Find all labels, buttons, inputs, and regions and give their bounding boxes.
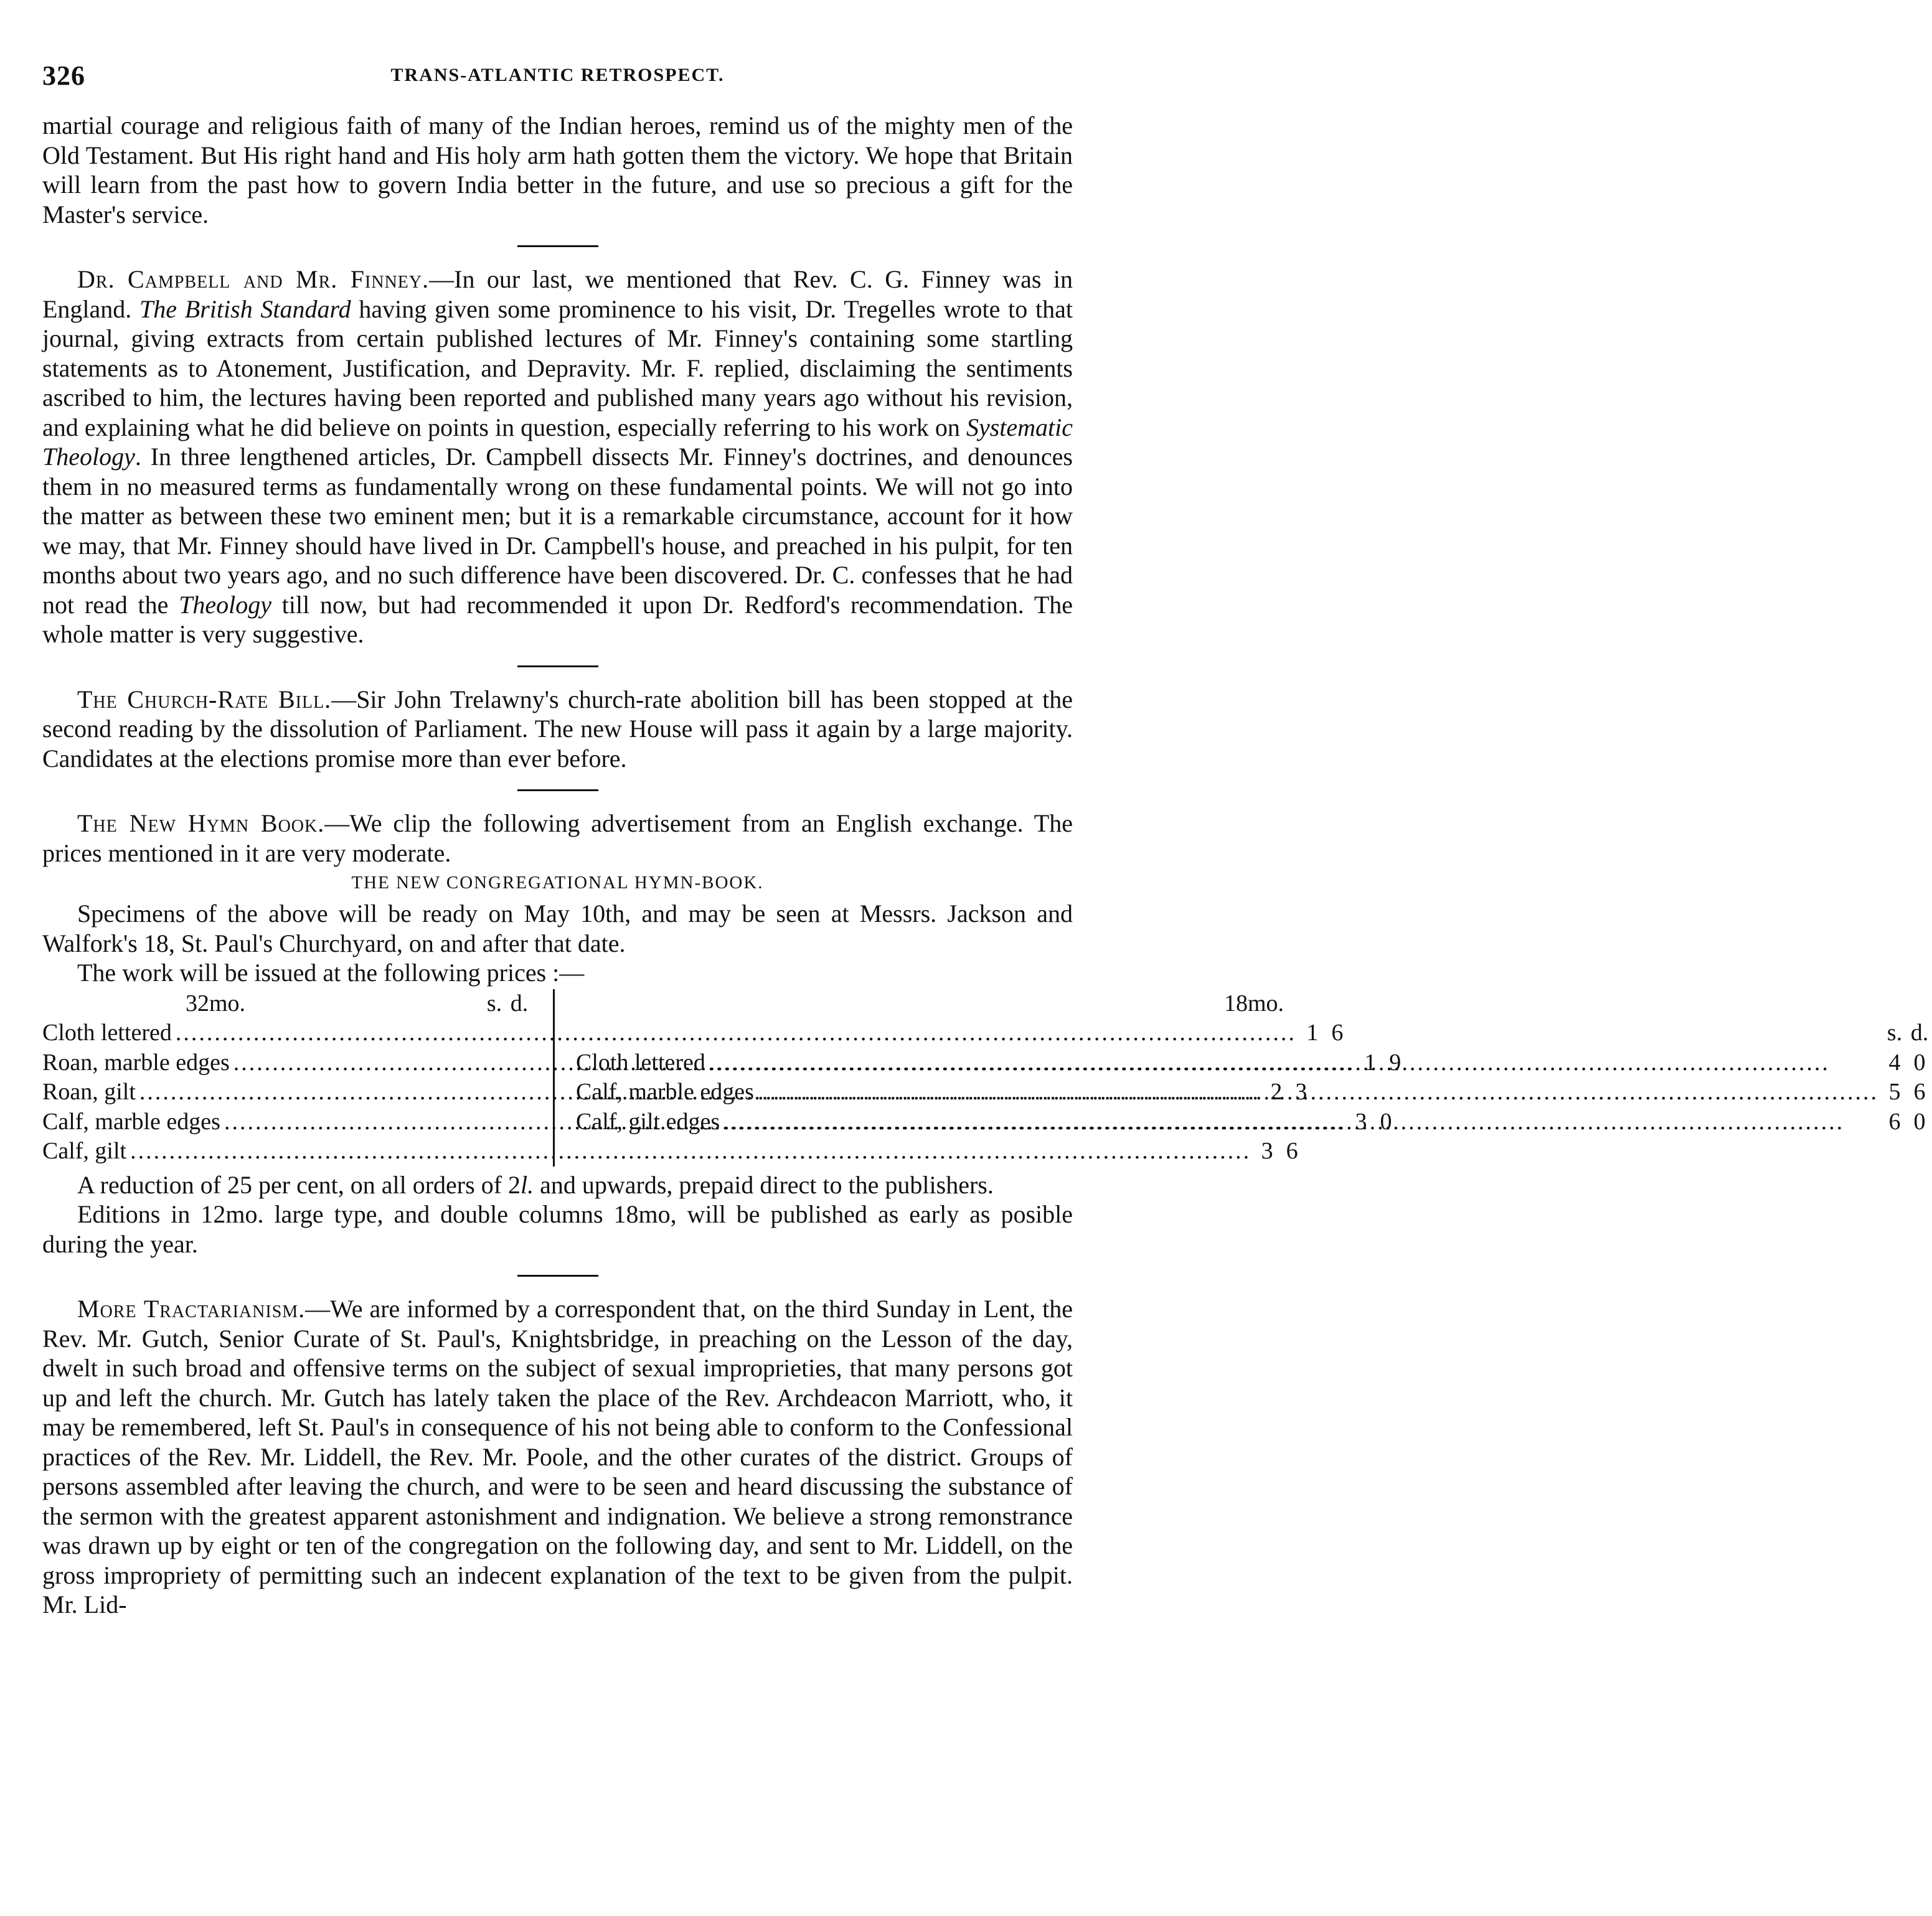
advertisement-heading: THE NEW CONGREGATIONAL HYMN-BOOK.: [351, 873, 764, 893]
section-lead: More Tractarianism.: [77, 1295, 306, 1323]
italic-title: Theology: [179, 590, 272, 619]
price-shillings: 1: [1364, 1049, 1377, 1076]
paragraph-text: A reduction of 25 per cent, on all orders of 2: [77, 1170, 521, 1199]
binding-name: Calf, gilt edges: [576, 1108, 720, 1135]
section-divider: [517, 1275, 598, 1277]
pence-label: d.: [1910, 1020, 1929, 1046]
section-lead: The Church-Rate Bill.: [77, 685, 332, 713]
page: [42, 60, 1929, 1620]
price-shillings: 1: [1306, 1020, 1319, 1046]
dot-leader: [709, 1048, 1878, 1078]
price-shillings: 2: [1270, 1079, 1283, 1105]
binding-name: Calf, marble edges: [42, 1108, 220, 1135]
paragraph-text: —We are informed by a correspondent that, on the third Sunday in Lent, the Rev. Mr. Gutch, Senior Curate of St. Paul's, Knightsbridge, in preaching on the Lesson of the day, dwelt in such broad and offensive terms on the subject of sexual improprieties, that many persons got up and left the church. Mr. Gutch has lately taken the place of the Rev. Archdeacon Marriott, who, it may be remembered, left St. Paul's in consequence of his not being able to conform to the Confessional practices of the Rev. Mr. Liddell, the Rev. Mr. Poole, and the other curates of the district. Groups of persons assembled after leaving the church, and were to be seen and heard discussing the substance of the sermon with the greatest apparent astonishment and indignation. We believe a strong remonstrance was drawn up by eight or ten of the congregation on the following day, and sent to Mr. Liddell, on the gross impropriety of permitting such an indecent explanation of the text to be given from the pulpit. Mr. Lid-: [42, 1295, 1073, 1618]
binding-name: Cloth lettered: [42, 1020, 172, 1046]
column-title: 18mo.: [1223, 990, 1284, 1017]
price-shillings: 3: [1355, 1108, 1367, 1135]
section-divider: [517, 665, 598, 667]
advertisement-paragraph: The work will be issued at the following prices :—: [77, 959, 585, 987]
price-row: [42, 1018, 1344, 1048]
price-row: [42, 1137, 1298, 1167]
paragraph-text: —In our last, we mentioned that Rev. C. G. Finney was in England.: [42, 265, 1073, 323]
running-title: TRANS-ATLANTIC RETROSPECT.: [390, 65, 725, 85]
italic-title: The British Standard: [139, 294, 351, 323]
paragraph-text: till now, but had recommended it upon Dr. Redford's recommendation. The whole matter is very suggestive.: [42, 590, 1073, 648]
binding-name: Cloth lettered: [576, 1049, 705, 1076]
paragraph-text: —We clip the following advertisement from an English exchange. The prices mentioned in it are very moderate.: [42, 809, 1073, 867]
section-lead: The New Hymn Book.: [77, 809, 325, 837]
column-title-text: 32mo.: [186, 990, 246, 1017]
binding-name: Roan, marble edges: [42, 1049, 230, 1076]
price-shillings: 4: [1888, 1049, 1901, 1076]
paragraph-text: and upwards, prepaid direct to the publishers.: [534, 1170, 994, 1199]
price-pence: 0: [1380, 1108, 1392, 1135]
price-pence: 6: [1331, 1020, 1344, 1046]
hymn-book-paragraph: [42, 809, 1073, 868]
price-row: [576, 1048, 1932, 1078]
section-divider: [517, 789, 598, 791]
binding-name: Calf, gilt: [42, 1138, 127, 1164]
dot-leader: [723, 1107, 1878, 1137]
currency-header: [576, 1018, 1932, 1048]
price-row: [576, 1107, 1932, 1137]
price-pence: 3: [1295, 1079, 1308, 1105]
price: [1882, 1048, 1932, 1078]
price: [1882, 1107, 1932, 1137]
price-row: [576, 1078, 1932, 1107]
price: [1882, 1078, 1932, 1107]
page-number: 326: [42, 60, 85, 91]
price-pence: 6: [1913, 1079, 1926, 1105]
shillings-label: s.: [1887, 1020, 1903, 1046]
dot-leader: [758, 1078, 1878, 1107]
price-shillings: 5: [1888, 1079, 1901, 1105]
currency-abbrev: l.: [521, 1170, 534, 1199]
price-pence: 0: [1913, 1049, 1926, 1076]
price-table: [42, 989, 1929, 1167]
price-shillings: 6: [1888, 1108, 1901, 1135]
paragraph-text: having given some prominence to his visit, Dr. Tregelles wrote to that journal, giving extracts from certain published lectures of Mr. Finney's containing some startling statements as to Atonement, Justification, and Depravity. Mr. F. replied, disclaiming the sentiments ascribed to him, the lectures having been reported and published many years ago without his revision, and explaining what he did believe on points in question, especially referring to his work on: [42, 294, 1073, 441]
italic-title: Systematic Theology: [42, 413, 1073, 471]
price-pence: 9: [1389, 1049, 1402, 1076]
price-pence: 6: [1286, 1138, 1298, 1164]
advertisement-paragraph: [42, 1170, 1073, 1200]
advertisement-paragraph: Editions in 12mo. large type, and double columns 18mo, will be published as early as posible during the year.: [42, 1200, 1073, 1258]
binding-name: Roan, gilt: [42, 1079, 136, 1105]
price-column-18mo: [555, 989, 1932, 1167]
paragraph-text: . In three lengthened articles, Dr. Campbell dissects Mr. Finney's doctrines, and denounces them in no measured terms as fundamentally wrong on these fundamental points. We will not go into the matter as between these two eminent men; but it is a remarkable circumstance, account for it how we may, that Mr. Finney should have lived in Dr. Campbell's house, and preached in his pulpit, for ten months about two years ago, and no such difference have been discovered. Dr. C. confesses that he had not read the: [42, 443, 1073, 619]
section-lead: Dr. Campbell and Mr. Finney.: [77, 265, 430, 293]
section-divider: [517, 245, 598, 247]
column-title: [42, 989, 532, 1019]
advertisement-paragraph: Specimens of the above will be ready on May 10th, and may be seen at Messrs. Jackson and Walfork's 18, St. Paul's Churchyard, on and after that date.: [42, 899, 1073, 957]
currency-header: [482, 989, 532, 1019]
shillings-label: s.: [486, 990, 502, 1017]
church-rate-paragraph: [42, 685, 1073, 774]
binding-name: Calf, marble edges: [576, 1079, 754, 1105]
price-pence: 0: [1913, 1108, 1926, 1135]
paragraph-text: —Sir John Trelawny's church-rate abolition bill has been stopped at the second reading by the dissolution of Parliament. The new House will pass it again by a large majority. Candidates at the elections promise more than ever before.: [42, 685, 1073, 773]
price-shillings: 3: [1261, 1138, 1273, 1164]
intro-paragraph: martial courage and religious faith of many of the Indian heroes, remind us of the mighty men of the Old Testament. But His right hand and His holy arm hath gotten them the victory. We hope that Britain will learn from the past how to govern India better in the future, and use so precious a gift for the Master's service.: [42, 111, 1073, 228]
running-head: [42, 60, 1073, 97]
tractarianism-paragraph: [42, 1294, 1073, 1620]
campbell-finney-paragraph: [42, 265, 1073, 649]
pence-label: d.: [510, 990, 529, 1017]
